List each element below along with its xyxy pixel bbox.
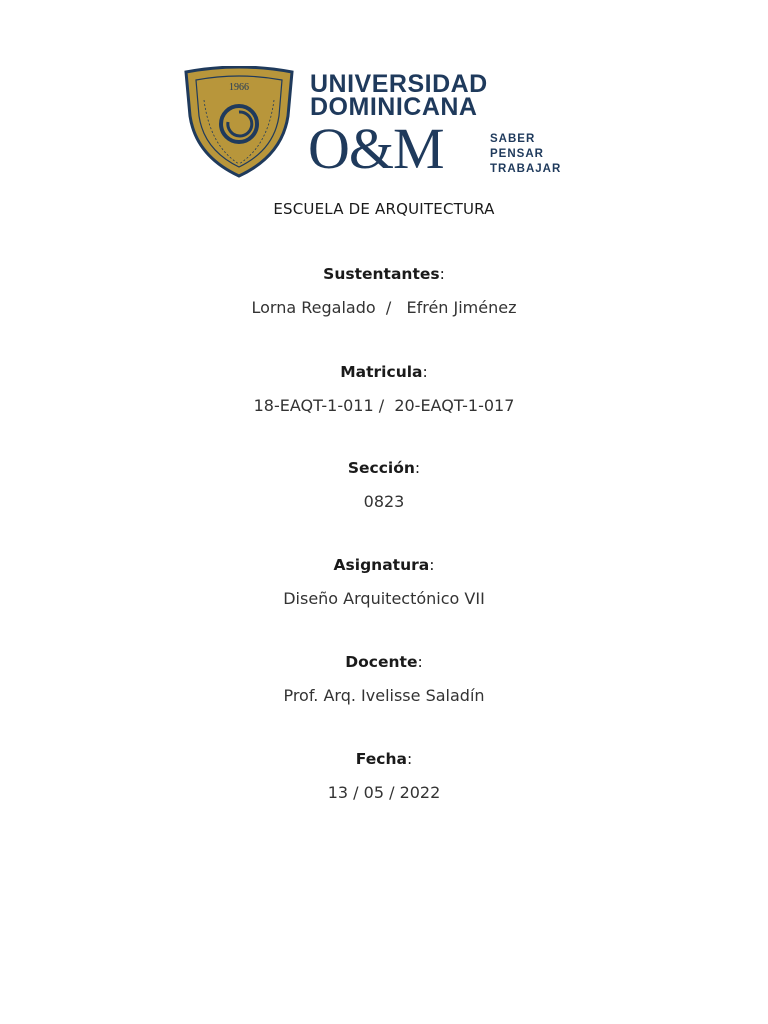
university-seal-icon: [182, 66, 296, 178]
date-label: Fecha:: [355, 750, 413, 768]
presenters-value: Lorna Regalado / Efrén Jiménez: [251, 298, 517, 317]
section-value: 0823: [363, 492, 405, 511]
instructor-value: Prof. Arq. Ivelisse Saladín: [283, 686, 485, 705]
instructor-section: [0, 651, 768, 707]
presenters-label: Sustentantes:: [323, 265, 445, 283]
motto-line: SABER: [490, 133, 536, 145]
school-title: ESCUELA DE ARQUITECTURA: [273, 200, 495, 218]
university-logo: [182, 64, 562, 182]
university-name-line1: UNIVERSIDAD: [310, 70, 488, 98]
course-value: Diseño Arquitectónico VII: [283, 589, 485, 608]
date-section: [0, 748, 768, 804]
section-label: Sección:: [347, 459, 421, 477]
section-section: [0, 457, 768, 513]
university-wordmark: [310, 68, 560, 180]
motto-line: PENSAR: [490, 148, 544, 160]
enrollment-section: [0, 361, 768, 417]
enrollment-label: Matricula:: [340, 363, 428, 381]
seal-year: 1966: [229, 82, 249, 93]
course-label: Asignatura:: [333, 556, 435, 574]
university-acronym: O&M: [308, 116, 444, 181]
presenters-section: [0, 263, 768, 319]
motto-line: TRABAJAR: [490, 163, 562, 175]
course-section: [0, 554, 768, 610]
university-name-line2: DOMINICANA: [310, 93, 478, 121]
date-value: 13 / 05 / 2022: [327, 783, 441, 802]
instructor-label: Docente:: [345, 653, 423, 671]
enrollment-value: 18-EAQT-1-011 / 20-EAQT-1-017: [253, 396, 515, 415]
university-motto: [490, 132, 561, 177]
